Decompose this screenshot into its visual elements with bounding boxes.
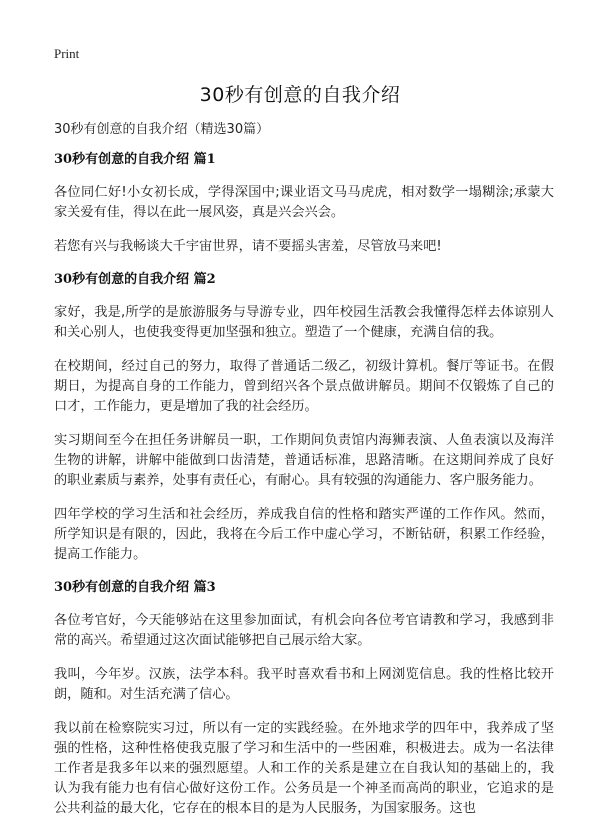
document-subtitle: 30秒有创意的自我介绍（精选30篇） xyxy=(54,122,270,137)
paragraph: 我以前在检察院实习过，所以有一定的实践经验。在外地求学的四年中，我养成了坚强的性格，这种性格使我克服了学习和生活中的一些困难，积极进去。成为一名法律工作者是我多年以来的强烈愿望。人和工作的关系是建立在自我认知的基础上的，我认为我有能力也有信心做好这份工作。公务员是一个神圣而高尚的职业，它追求的是公共利益的最大化，它存在的根本目的是为人民服务，为国家服务。这也 xyxy=(54,721,554,816)
paragraph: 我叫，今年岁。汉族，法学本科。我平时喜欢看书和上网浏览信息。我的性格比较开朗，随和。对生活充满了信心。 xyxy=(54,667,554,702)
section-2 xyxy=(54,271,554,565)
page-title: 30秒有创意的自我介绍 xyxy=(199,84,401,106)
paragraph: 家好，我是,所学的是旅游服务与导游专业，四年校园生活教会我懂得怎样去体谅别人和关心别人，也使我变得更加坚强和独立。塑造了一个健康，充满自信的我。 xyxy=(54,305,554,340)
paragraph: 在校期间，经过自己的努力，取得了普通话二级乙，初级计算机。餐厅等证书。在假期日，为提高自身的工作能力，曾到绍兴各个景点做讲解员。期间不仅锻炼了自己的口才，工作能力，更是增加了我的社会经历。 xyxy=(54,359,554,414)
section-3 xyxy=(54,579,554,819)
section-heading: 30秒有创意的自我介绍 篇3 xyxy=(54,580,216,595)
section-heading: 30秒有创意的自我介绍 篇2 xyxy=(54,272,216,287)
paragraph: 四年学校的学习生活和社会经历，养成我自信的性格和踏实严谨的工作作风。然而，所学知识是有限的，因此，我将在今后工作中虚心学习，不断钻研，积累工作经验，提高工作能力。 xyxy=(54,507,554,562)
paragraph: 各位考官好，今天能够站在这里参加面试，有机会向各位考官请教和学习，我感到非常的高兴。希望通过这次面试能够把自己展示给大家。 xyxy=(54,613,554,648)
section-heading: 30秒有创意的自我介绍 篇1 xyxy=(54,152,216,167)
paragraph: 各位同仁好!小女初长成，学得深国中;课业语文马马虎虎，相对数学一塌糊涂;承蒙大家关爱有佳，得以在此一展风姿，真是兴会兴会。 xyxy=(54,185,554,220)
paragraph: 实习期间至今在担任务讲解员一职，工作期间负责馆内海狮表演、人鱼表演以及海洋生物的讲解，讲解中能做到口齿清楚，普通话标准，思路清晰。在这期间养成了良好的职业素质与素养，处事有责任心，有耐心。具有较强的沟通能力、客户服务能力。 xyxy=(54,433,554,488)
document-body xyxy=(54,120,554,828)
section-1 xyxy=(54,151,554,257)
paragraph: 若您有兴与我畅谈大千宇宙世界，请不要摇头害羞，尽管放马来吧! xyxy=(54,239,442,254)
print-link[interactable]: Print xyxy=(54,46,80,61)
